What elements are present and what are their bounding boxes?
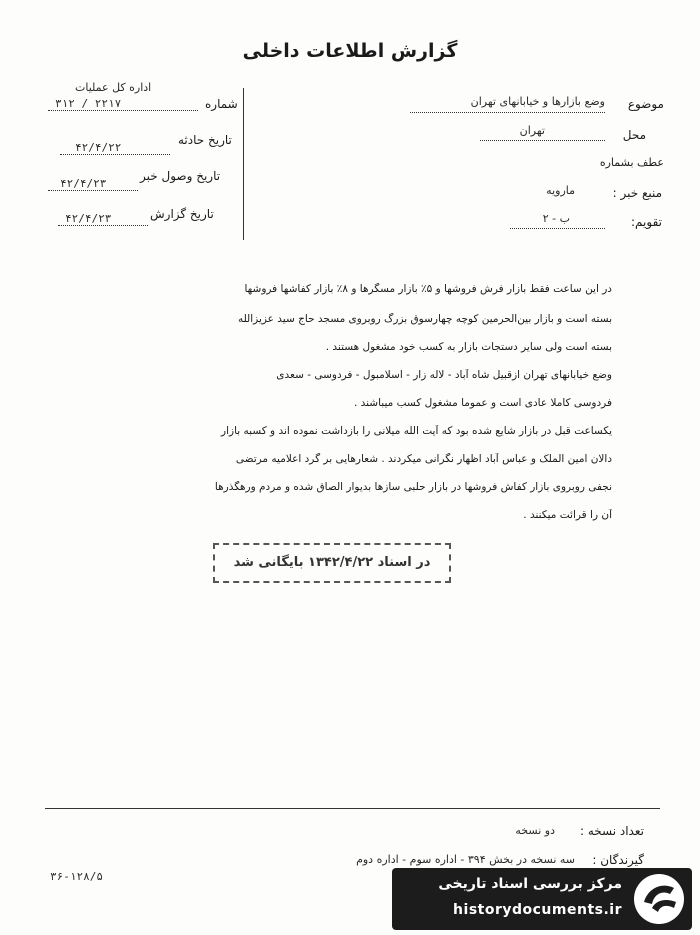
archive-stamp: در اسناد ۱۳۴۲/۴/۲۲ بایگانی شد (213, 543, 451, 583)
body-line: در این ساعت فقط بازار فرش فروشها و ۵٪ بازار مسگرها و ۸٪ بازار کفاشها فروشها (244, 283, 612, 295)
incident-date-value: ۴۲/۴/۲۲ (75, 141, 122, 154)
report-title: گزارش اطلاعات داخلی (242, 40, 458, 62)
place-underline (480, 140, 605, 141)
body-line: فردوسی کاملا عادی است و عموما مشغول کسب میباشند . (353, 397, 612, 409)
document-code: ۳۶-۱۲۸/۵ (50, 870, 103, 883)
subject-underline (410, 112, 605, 113)
body-line: آن را قرائت میکنند . (523, 509, 612, 521)
header-divider (243, 88, 244, 240)
archive-logo-icon (634, 874, 684, 924)
number-value: ۳۱۲ / ۲۲۱۷ (55, 97, 122, 110)
body-line: یکساعت قبل در بازار شایع شده بود که آیت الله میلانی را بازداشت نموده اند و کسبه بازار (221, 425, 612, 437)
evaluation-value: ب - ۲ (542, 212, 570, 225)
received-date-underline (48, 190, 138, 191)
footer-divider (45, 808, 660, 809)
incident-date-underline (60, 154, 170, 155)
evaluation-underline (510, 228, 605, 229)
place-value: تهران (519, 124, 545, 137)
archive-watermark (392, 868, 692, 930)
number-underline (48, 110, 198, 111)
place-label: محل (622, 128, 646, 142)
watermark-name: مرکز بررسی اسناد تاریخی (438, 876, 622, 892)
watermark-url: historydocuments.ir (453, 902, 622, 918)
recipients-label: گیرندگان : (592, 853, 644, 867)
source-label: منبع خبر : (612, 186, 662, 200)
ref-label: عطف بشماره (599, 156, 664, 169)
body-line: بسته است و بازار بین‌الحرمین کوچه چهارسوق بزرگ روبروی مسجد حاج سید عزیزالله (237, 313, 612, 325)
copies-label: تعداد نسخه : (579, 824, 644, 838)
received-date-value: ۴۲/۴/۲۳ (60, 177, 107, 190)
recipients-value: سه نسخه در بخش ۳۹۴ - اداره سوم - اداره دوم (356, 853, 575, 866)
subject-value: وضع بازارها و خیابانهای تهران (470, 95, 605, 108)
evaluation-label: تقویم: (631, 215, 662, 229)
source-value: مارویه (546, 184, 575, 197)
copies-value: دو نسخه (515, 824, 555, 837)
body-line: دالان امین الملک و عباس آباد اظهار نگرانی میکردند . شعارهایی بر گرد اعلامیه مرتضی (235, 453, 612, 465)
received-date-label: تاریخ وصول خبر (140, 169, 221, 183)
department-label: اداره کل عملیات (75, 81, 152, 94)
body-line: بسته است ولی سایر دستجات بازار به کسب خود مشغول هستند . (325, 341, 612, 353)
subject-label: موضوع (627, 97, 664, 111)
number-label: شماره (205, 97, 238, 111)
report-date-underline (58, 225, 148, 226)
body-line: وضع خیابانهای تهران ازقبیل شاه آباد - لاله زار - اسلامبول - فردوسی - سعدی (276, 369, 612, 381)
incident-date-label: تاریخ حادثه (178, 133, 232, 147)
report-date-label: تاریخ گزارش (150, 207, 214, 221)
body-line: نجفی روبروی بازار کفاش فروشها در بازار حلبی سازها بدیوار الصاق شده و مردم ورهگذرها (214, 481, 612, 493)
report-date-value: ۴۲/۴/۲۳ (65, 212, 112, 225)
